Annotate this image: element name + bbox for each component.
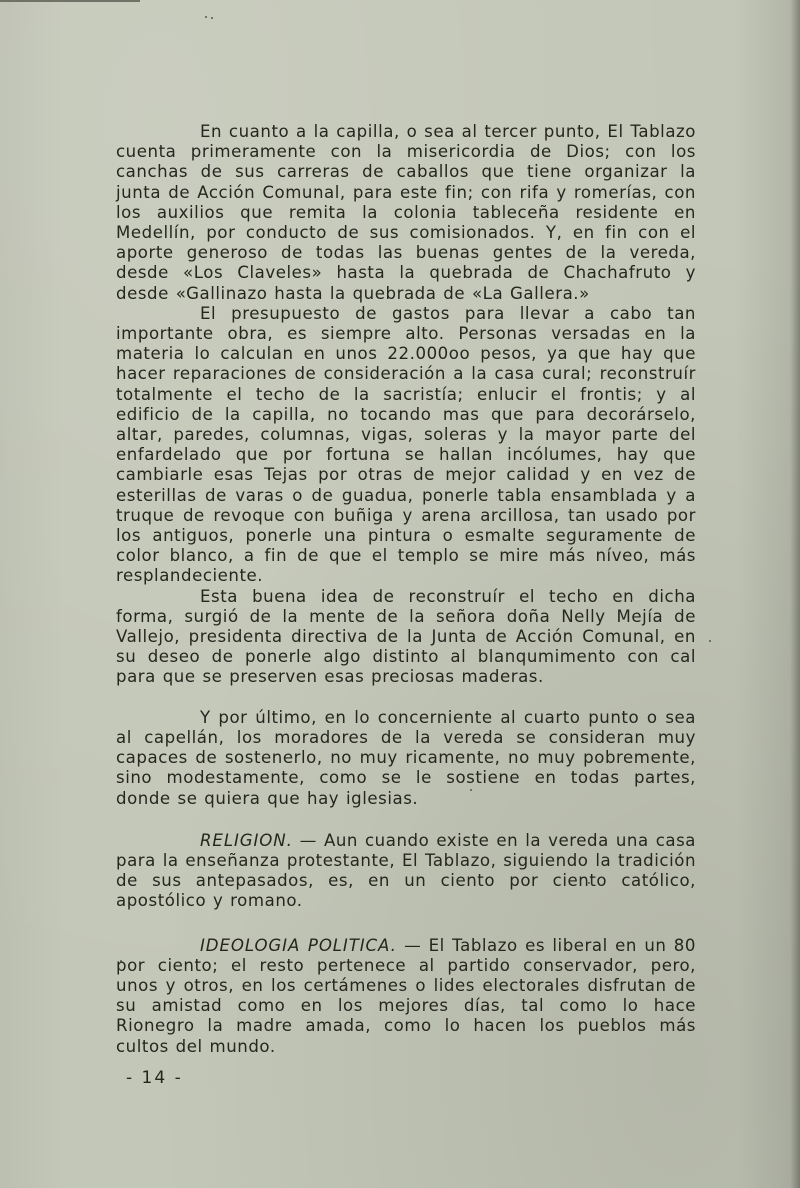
top-edge-rule [0, 0, 140, 2]
page-number: - 14 - [126, 1068, 183, 1088]
paragraph-roof-idea: Esta buena idea de reconstruír el techo en dicha forma, surgió de la mente de la señora doña Nelly Mejía de Vallejo, presidenta directiva de la Junta de Acción Comunal, en su deseo de ponerle algo distinto al blanqumimento con cal para que se preserven esas preciosas maderas. [116, 586, 696, 687]
religion-heading: RELIGION. [200, 830, 293, 850]
paragraph-chapel-funding: En cuanto a la capilla, o sea al tercer punto, El Tablazo cuenta primeramente con la misericordia de Dios; con los canchas de sus carreras de caballos que tiene organizar la junta de Acción Comunal, para este fin; con rifa y romerías, con los auxilios que remita la colonia tableceña residente en Medellín, por conducto de sus comisionados. Y, en fin con el aporte generoso de todas las buenas gentes de la vereda, desde «Los Claveles» hasta la quebrada de Chachafruto y desde «Gallinazo hasta la quebrada de «La Gallera.» [116, 122, 697, 303]
paper-speck [211, 17, 213, 19]
religion-text: — Aun cuando existe en la vereda una casa para la enseñanza protestante, El Tablazo, siguiendo la tradición de sus antepasados, es, en un ciento por ciento católico, apostólico y romano. [116, 830, 697, 911]
paragraph-budget: El presupuesto de gastos para llevar a cabo tan importante obra, es siempre alto. Personas versadas en la materia lo calculan en unos 22.000oo pesos, ya que hay que hacer reparaciones de consideración a la casa cural; reconstruír totalmente el techo de la sacristía; enlucir el frontis; y al edificio de la capilla, no tocando mas que para decorárselo, altar, paredes, columnas, vigas, soleras y la mayor parte del enfardelado que por fortuna se hallan incólumes, hay que cambiarle esas Tejas por otras de mejor calidad y en vez de esterillas de varas o de guadua, ponerle tabla ensamblada y a truque de revoque con buñiga y arena arcillosa, tan usado por los antiguos, ponerle una pintura o esmalte seguramente de color blanco, a fin de que el templo se mire más níveo, más resplandeciente. [116, 303, 696, 586]
page-body [116, 122, 696, 1057]
section-religion [116, 831, 696, 912]
page-edge-shadow [790, 0, 800, 1188]
paper-speck [709, 640, 711, 642]
ideologia-heading: IDEOLOGIA POLITICA. [200, 935, 397, 955]
paper-speck [205, 16, 207, 18]
paragraph-chaplain: Y por último, en lo concerniente al cuarto punto o sea al capellán, los moradores de la vereda se consideran muy capaces de sostenerlo, no muy ricamente, no muy pobremente, sino modestamente, como se le sostiene en todas partes, donde se quiera que hay iglesias. [116, 707, 696, 808]
ideologia-text: — El Tablazo es liberal en un 80 por ciento; el resto pertenece al partido conservador, pero, unos y otros, en los certámenes o lides electorales disfrutan de su amistad como en los mejores días, tal como lo hace Rionegro la madre amada, como lo hacen los pueblos más cultos del mundo. [116, 935, 697, 1056]
section-ideologia-politica [116, 936, 696, 1057]
